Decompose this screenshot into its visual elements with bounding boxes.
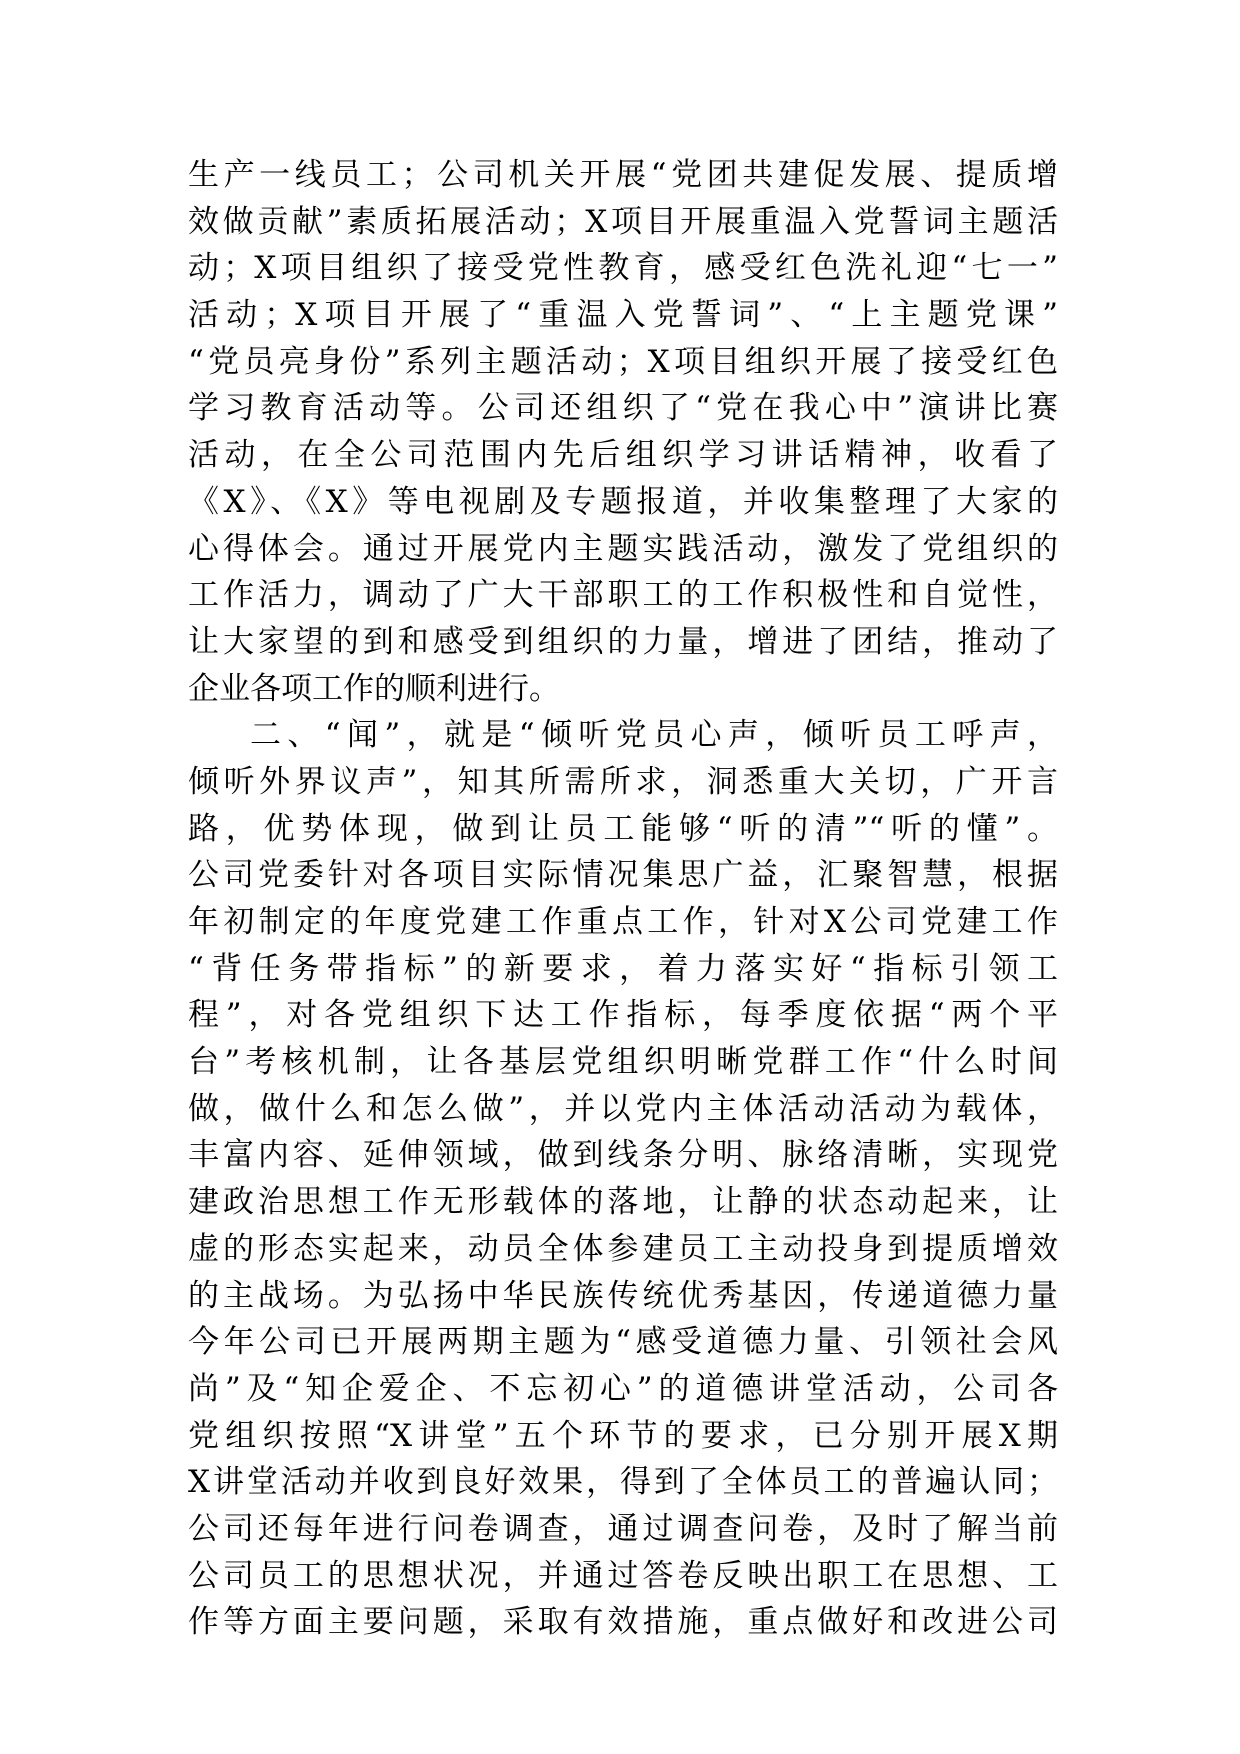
text-line: “党员亮身份”系列主题活动；X项目组织开展了接受红色 <box>188 343 1058 380</box>
text-line: 党组织按照“X讲堂”五个环节的要求，已分别开展X期 <box>188 1417 1058 1454</box>
text-line: 效做贡献”素质拓展活动；X项目开展重温入党誓词主题活 <box>188 203 1058 240</box>
text-line: “背任务带指标”的新要求，着力落实好“指标引领工 <box>188 950 1058 987</box>
paragraph-1 <box>188 152 1058 712</box>
text-line: 建政治思想工作无形载体的落地，让静的状态动起来，让 <box>188 1184 1058 1221</box>
text-line: 公司党委针对各项目实际情况集思广益，汇聚智慧，根据 <box>188 857 1058 894</box>
text-line: 工作活力，调动了广大干部职工的工作积极性和自觉性， <box>188 577 1058 614</box>
text-line: 做，做什么和怎么做”，并以党内主体活动活动为载体， <box>188 1090 1058 1127</box>
text-line: 今年公司已开展两期主题为“感受道德力量、引领社会风 <box>188 1324 1058 1361</box>
text-line: 让大家望的到和感受到组织的力量，增进了团结，推动了 <box>188 623 1058 660</box>
text-line: 生产一线员工；公司机关开展“党团共建促发展、提质增 <box>188 157 1058 193</box>
text-line: 路，优势体现，做到让员工能够“听的清”“听的懂”。 <box>188 810 1058 847</box>
text-line: 公司员工的思想状况，并通过答卷反映出职工在思想、工 <box>188 1557 1058 1594</box>
text-line: 程”，对各党组织下达工作指标，每季度依据“两个平 <box>188 997 1058 1034</box>
text-line: 活动，在全公司范围内先后组织学习讲话精神，收看了 <box>188 437 1058 474</box>
text-line: 年初制定的年度党建工作重点工作，针对X公司党建工作 <box>188 904 1058 940</box>
text-line: 活动；X项目开展了“重温入党誓词”、“上主题党课” <box>188 297 1058 334</box>
text-line: 公司还每年进行问卷调查，通过调查问卷，及时了解当前 <box>188 1510 1058 1547</box>
text-line: 二、“闻”，就是“倾听党员心声，倾听员工呼声， <box>250 717 1058 754</box>
paragraph-2 <box>188 712 1058 1646</box>
text-line: 虚的形态实起来，动员全体参建员工主动投身到提质增效 <box>188 1230 1058 1267</box>
text-line: 的主战场。为弘扬中华民族传统优秀基因，传递道德力量 <box>188 1277 1058 1314</box>
text-line: 台”考核机制，让各基层党组织明晰党群工作“什么时间 <box>188 1044 1058 1081</box>
text-line: 《X》、《X》等电视剧及专题报道，并收集整理了大家的 <box>188 483 1058 520</box>
text-line: 倾听外界议声”，知其所需所求，洞悉重大关切，广开言 <box>188 763 1058 800</box>
text-line: 作等方面主要问题，采取有效措施，重点做好和改进公司 <box>188 1604 1058 1641</box>
body-text <box>188 152 1058 1646</box>
text-line: 心得体会。通过开展党内主题实践活动，激发了党组织的 <box>188 530 1058 567</box>
text-line: 丰富内容、延伸领域，做到线条分明、脉络清晰，实现党 <box>188 1137 1058 1174</box>
text-line: 学习教育活动等。公司还组织了“党在我心中”演讲比赛 <box>188 390 1058 427</box>
text-line: 企业各项工作的顺利进行。 <box>188 670 560 707</box>
text-line: X讲堂活动并收到良好效果，得到了全体员工的普遍认同； <box>188 1464 1058 1501</box>
text-line: 尚”及“知企爱企、不忘初心”的道德讲堂活动，公司各 <box>188 1370 1058 1407</box>
text-line: 动；X项目组织了接受党性教育，感受红色洗礼迎“七一” <box>188 250 1058 287</box>
